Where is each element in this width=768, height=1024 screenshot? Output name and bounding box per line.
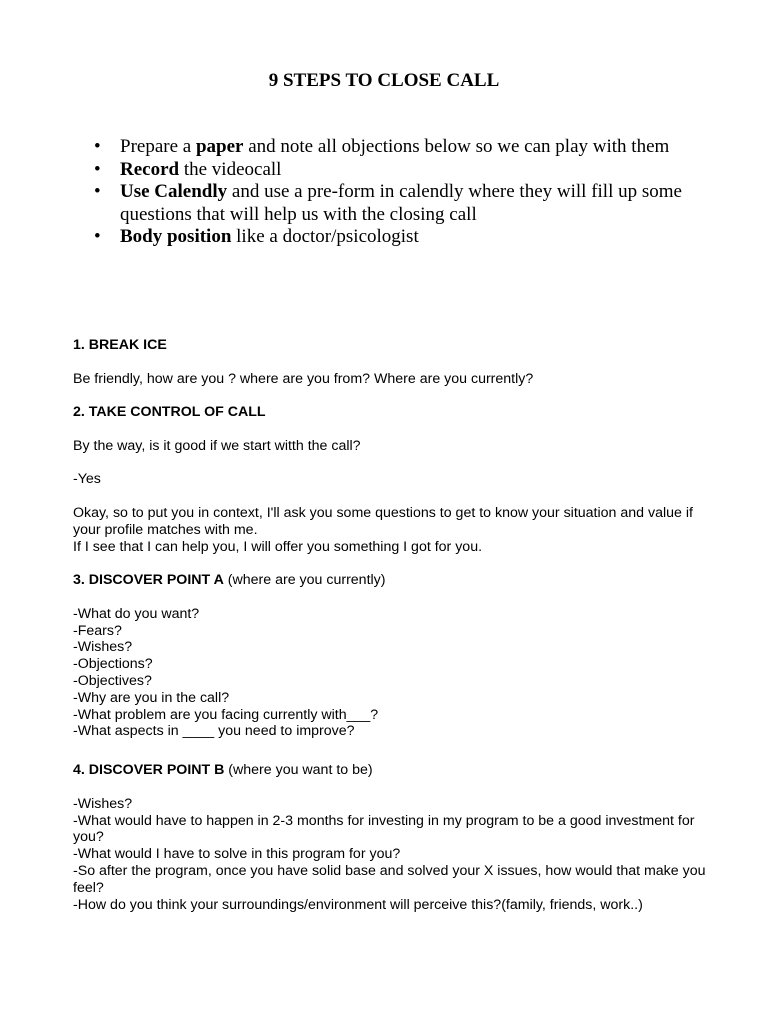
question-item: -Why are you in the call? <box>73 689 230 706</box>
bullet-dot-icon: • <box>94 136 101 157</box>
step-answer: -Yes <box>73 471 101 488</box>
question-item: -Fears? <box>73 622 122 639</box>
step-text: Be friendly, how are you ? where are you from? Where are you currently? <box>73 370 534 387</box>
question-item: -Wishes? <box>73 639 133 656</box>
step-heading-note: (where are you currently) <box>223 572 386 589</box>
bullet-item: • Use Calendly and use a pre-form in calendly where they will fill up some questions that will help us with the closing call <box>94 181 682 225</box>
step-discover-point-b <box>73 762 713 913</box>
step-heading: 1. BREAK ICE <box>73 337 167 353</box>
question-item: -How do you think your surroundings/environment will perceive this?(family, friends, work..) <box>73 896 643 913</box>
steps-body <box>73 337 713 913</box>
bullet-dot-icon: • <box>94 226 101 247</box>
page-title: 9 STEPS TO CLOSE CALL <box>268 70 500 91</box>
question-item: -So after the program, once you have solid base and solved your X issues, how would that make you feel? <box>73 862 706 896</box>
step-discover-point-a <box>73 572 713 762</box>
question-item: -What would have to happen in 2-3 months for investing in my program to be a good investment for you? <box>73 812 695 846</box>
bullet-dot-icon: • <box>94 181 101 202</box>
question-item: -What would I have to solve in this program for you? <box>73 846 401 863</box>
question-item: -What aspects in ____ you need to improve? <box>73 723 355 740</box>
question-item: -What do you want? <box>73 605 200 622</box>
step-heading: 2. TAKE CONTROL OF CALL <box>73 404 266 421</box>
question-item: -Wishes? <box>73 795 133 812</box>
bullet-item: • Prepare a paper and note all objections below so we can play with them <box>94 136 670 157</box>
step-paragraph: Okay, so to put you in context, I'll ask you some questions to get to know your situation and value if your profile matches with me. <box>73 504 693 538</box>
step-break-ice <box>73 337 713 404</box>
question-item: -Objectives? <box>73 672 152 689</box>
step-heading-note: (where you want to be) <box>224 762 373 779</box>
bullet-item: • Record the videocall <box>94 158 282 180</box>
question-item: -What problem are you facing currently with___? <box>73 706 379 723</box>
question-item: -Objections? <box>73 656 153 673</box>
step-heading: 4. DISCOVER POINT B (where you want to be) <box>73 762 373 779</box>
bullet-dot-icon: • <box>94 158 101 180</box>
step-question: By the way, is it good if we start witth the call? <box>73 437 361 454</box>
bullet-item: • Body position like a doctor/psicologist <box>94 226 419 247</box>
step-paragraph: If I see that I can help you, I will offer you something I got for you. <box>73 538 483 555</box>
step-heading: 3. DISCOVER POINT A (where are you currently) <box>73 572 386 589</box>
setup-bullet-list <box>94 136 694 249</box>
step-take-control <box>73 404 713 572</box>
